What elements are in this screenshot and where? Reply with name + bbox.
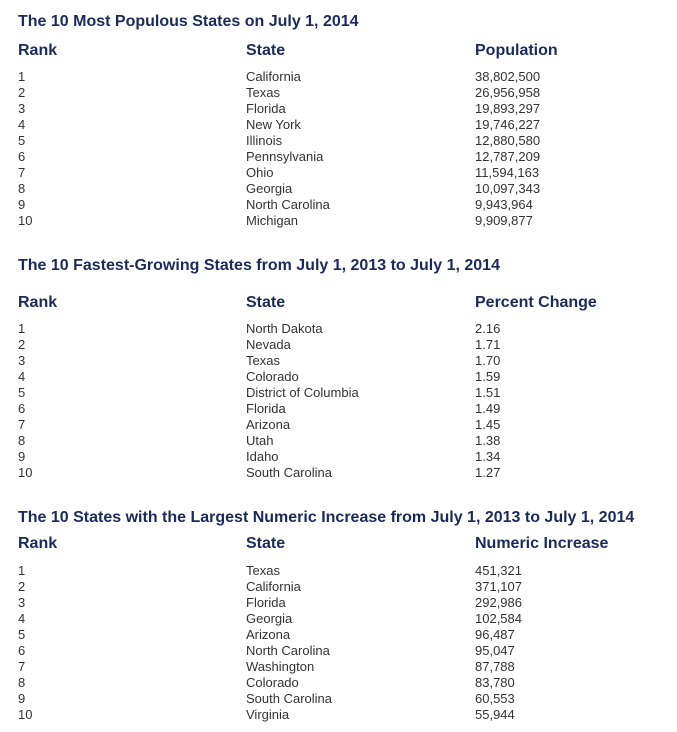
rank-cell: 6	[18, 149, 26, 164]
value-cell: 102,584	[475, 611, 522, 626]
state-cell: Pennsylvania	[246, 149, 324, 164]
rank-cell: 9	[18, 691, 26, 706]
value-cell: 451,321	[475, 563, 522, 578]
rank-cell: 7	[18, 165, 26, 180]
table-row	[0, 563, 677, 579]
fastest-growing-title: The 10 Fastest-Growing States from July 1, 2013 to July 1, 2014	[18, 257, 500, 274]
value-cell: 1.49	[475, 401, 501, 416]
state-cell: North Dakota	[246, 321, 323, 336]
most-populous-rows	[0, 69, 677, 229]
value-cell: 1.70	[475, 353, 501, 368]
state-cell: District of Columbia	[246, 385, 359, 400]
value-cell: 11,594,163	[475, 165, 540, 180]
table-row	[0, 149, 677, 165]
state-cell: North Carolina	[246, 643, 330, 658]
value-cell: 2.16	[475, 321, 501, 336]
value-cell: 1.71	[475, 337, 501, 352]
rank-cell: 7	[18, 659, 26, 674]
state-cell: Texas	[246, 563, 280, 578]
value-cell: 60,553	[475, 691, 515, 706]
state-cell: Colorado	[246, 675, 299, 690]
state-cell: Florida	[246, 101, 286, 116]
state-cell: South Carolina	[246, 465, 332, 480]
table-row	[0, 337, 677, 353]
value-cell: 38,802,500	[475, 69, 541, 84]
table-row	[0, 643, 677, 659]
table-row	[0, 401, 677, 417]
table-row	[0, 417, 677, 433]
state-cell: Ohio	[246, 165, 274, 180]
rank-cell: 7	[18, 417, 26, 432]
state-cell: Arizona	[246, 417, 291, 432]
value-cell: 1.59	[475, 369, 501, 384]
value-cell: 55,944	[475, 707, 515, 722]
value-cell: 83,780	[475, 675, 515, 690]
value-cell: 19,893,297	[475, 101, 541, 116]
state-cell: California	[246, 579, 301, 594]
table-row	[0, 197, 677, 213]
table-row	[0, 213, 677, 229]
state-cell: New York	[246, 117, 301, 132]
rank-column-header: Rank	[18, 42, 58, 59]
table-row	[0, 659, 677, 675]
value-cell: 1.51	[475, 385, 501, 400]
state-cell: North Carolina	[246, 197, 330, 212]
table-row	[0, 707, 677, 723]
state-cell: Virginia	[246, 707, 290, 722]
table-row	[0, 181, 677, 197]
rank-cell: 2	[18, 337, 26, 352]
table-row	[0, 675, 677, 691]
state-cell: Georgia	[246, 181, 293, 196]
value-cell: 26,956,958	[475, 85, 541, 100]
value-cell: 292,986	[475, 595, 522, 610]
rank-cell: 9	[18, 197, 26, 212]
rank-cell: 6	[18, 643, 26, 658]
rank-cell: 10	[18, 465, 33, 480]
value-cell: 12,880,580	[475, 133, 541, 148]
rank-cell: 1	[18, 321, 26, 336]
table-row	[0, 369, 677, 385]
state-column-header: State	[246, 294, 286, 311]
rank-cell: 1	[18, 69, 26, 84]
table-row	[0, 611, 677, 627]
table-row	[0, 465, 677, 481]
rank-cell: 2	[18, 85, 26, 100]
rank-cell: 5	[18, 385, 26, 400]
state-cell: Nevada	[246, 337, 291, 352]
rank-cell: 8	[18, 433, 26, 448]
value-cell: 19,746,227	[475, 117, 541, 132]
state-column-header: State	[246, 42, 286, 59]
rank-cell: 4	[18, 369, 26, 384]
value-cell: 9,909,877	[475, 213, 533, 228]
value-cell: 95,047	[475, 643, 515, 658]
value-cell: 87,788	[475, 659, 515, 674]
most-populous-title: The 10 Most Populous States on July 1, 2014	[18, 13, 359, 30]
population-column-header: Population	[475, 42, 558, 59]
table-row	[0, 69, 677, 85]
value-cell: 1.34	[475, 449, 501, 464]
value-cell: 1.45	[475, 417, 501, 432]
state-cell: California	[246, 69, 301, 84]
value-cell: 10,097,343	[475, 181, 541, 196]
value-cell: 371,107	[475, 579, 522, 594]
state-cell: Washington	[246, 659, 315, 674]
state-column-header: State	[246, 535, 286, 552]
rank-cell: 4	[18, 117, 26, 132]
value-cell: 9,943,964	[475, 197, 533, 212]
table-row	[0, 579, 677, 595]
table-row	[0, 691, 677, 707]
value-cell: 1.38	[475, 433, 501, 448]
rank-cell: 1	[18, 563, 26, 578]
rank-column-header: Rank	[18, 535, 58, 552]
rank-cell: 5	[18, 627, 26, 642]
state-cell: Texas	[246, 353, 280, 368]
rank-cell: 4	[18, 611, 26, 626]
rank-cell: 10	[18, 707, 33, 722]
numeric-increase-column-header: Numeric Increase	[475, 535, 609, 552]
rank-cell: 3	[18, 595, 26, 610]
value-cell: 1.27	[475, 465, 501, 480]
state-cell: Florida	[246, 595, 286, 610]
fastest-growing-rows	[0, 321, 677, 481]
numeric-increase-rows	[0, 563, 677, 723]
state-cell: Georgia	[246, 611, 293, 626]
state-cell: Texas	[246, 85, 280, 100]
state-cell: South Carolina	[246, 691, 332, 706]
table-row	[0, 85, 677, 101]
state-cell: Arizona	[246, 627, 291, 642]
state-cell: Colorado	[246, 369, 299, 384]
value-cell: 96,487	[475, 627, 515, 642]
table-row	[0, 353, 677, 369]
rank-cell: 2	[18, 579, 26, 594]
table-row	[0, 433, 677, 449]
value-cell: 12,787,209	[475, 149, 541, 164]
state-cell: Illinois	[246, 133, 283, 148]
table-row	[0, 385, 677, 401]
percent-change-column-header: Percent Change	[475, 294, 597, 311]
table-row	[0, 101, 677, 117]
table-row	[0, 595, 677, 611]
rank-cell: 3	[18, 101, 26, 116]
state-cell: Michigan	[246, 213, 299, 228]
table-row	[0, 449, 677, 465]
table-row	[0, 627, 677, 643]
state-cell: Idaho	[246, 449, 279, 464]
state-cell: Florida	[246, 401, 286, 416]
numeric-increase-title: The 10 States with the Largest Numeric Increase from July 1, 2013 to July 1, 2014	[18, 509, 635, 526]
rank-cell: 9	[18, 449, 26, 464]
rank-column-header: Rank	[18, 294, 58, 311]
state-cell: Utah	[246, 433, 274, 448]
rank-cell: 8	[18, 181, 26, 196]
table-row	[0, 117, 677, 133]
rank-cell: 3	[18, 353, 26, 368]
rank-cell: 8	[18, 675, 26, 690]
rank-cell: 6	[18, 401, 26, 416]
rank-cell: 10	[18, 213, 33, 228]
table-row	[0, 165, 677, 181]
table-row	[0, 321, 677, 337]
rank-cell: 5	[18, 133, 26, 148]
table-row	[0, 133, 677, 149]
